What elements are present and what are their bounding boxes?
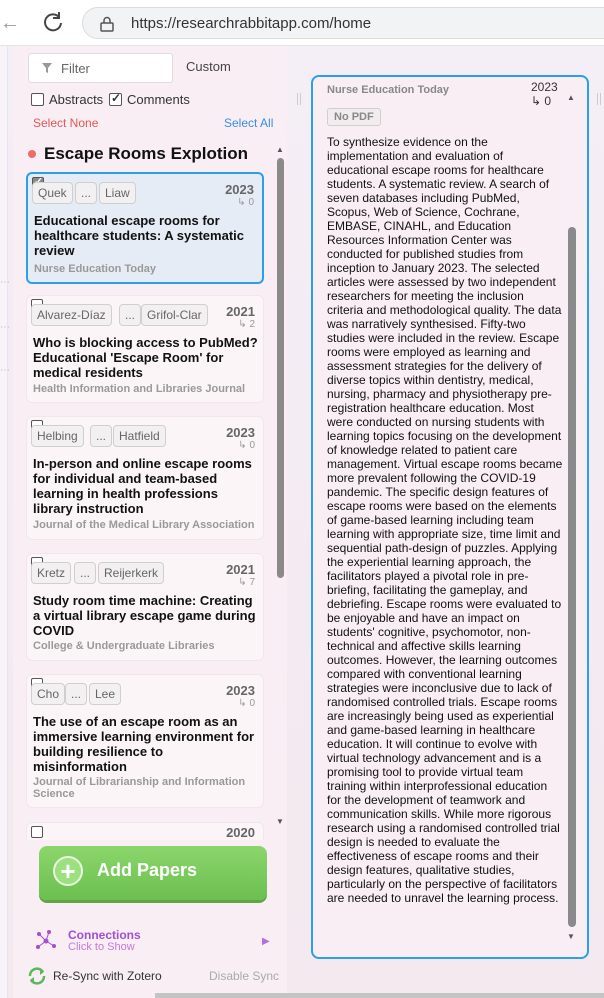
more-dots-icon[interactable]: ⋯ [0,277,10,288]
citation-count: ↳ 0 [237,197,254,208]
author-chip[interactable]: Quek [32,182,73,204]
custom-sort-button[interactable]: Custom [186,59,231,74]
add-papers-button[interactable] [39,846,267,900]
paper-card[interactable] [26,553,264,661]
paper-year: 2023 [225,182,254,197]
author-chip[interactable]: Kretz [31,562,71,584]
filter-input[interactable] [28,53,173,83]
paper-title: Study room time machine: Creating a virtual library escape game during COVID [33,593,256,638]
resync-icon[interactable] [27,967,47,985]
citation-count: ↳ 0 [238,698,255,709]
paper-title: Educational escape rooms for healthcare students: A systematic review [34,213,244,258]
paper-journal: College & Undergraduate Libraries [33,640,215,652]
resync-zotero-button[interactable]: Re-Sync with Zotero [53,969,162,983]
detail-journal: Nurse Education Today [327,84,450,96]
abstracts-checkbox[interactable] [31,93,44,106]
author-chip[interactable]: Grifol-Clar [141,304,208,326]
comments-toggle[interactable] [109,91,190,107]
paper-card[interactable] [26,172,264,284]
paper-journal: Health Information and Libraries Journal [33,383,246,395]
author-chip[interactable]: Liaw [99,182,136,204]
filter-icon [41,62,53,74]
reload-icon[interactable] [42,11,64,33]
paper-title: The use of an escape room as an immersive learning environment for building resilience to misinformation [33,714,255,774]
collection-color-dot [28,150,36,158]
select-none-link[interactable]: Select None [33,116,99,130]
pdf-status-badge: No PDF [327,108,381,126]
more-dots-icon[interactable]: ⋯ [0,322,10,333]
detail-year: 2023 [531,80,558,94]
horizontal-scrollbar[interactable] [155,993,604,998]
paper-checkbox[interactable] [31,826,43,838]
detail-citation-count: ↳ 0 [531,94,552,108]
paper-year: 2021 [226,304,255,319]
address-bar[interactable] [82,7,604,39]
url-text: https://researchrabbitapp.com/home [131,15,372,32]
paper-title: Who is blocking access to PubMed? Educational 'Escape Room' for medical residents [33,335,258,380]
author-chip[interactable]: Helbing [31,425,84,447]
back-arrow-icon[interactable]: ← [0,12,20,34]
comments-checkbox[interactable] [109,93,122,106]
citation-count: ↳ 0 [238,440,255,451]
author-chip[interactable]: Reijerkerk [98,562,164,584]
citation-count: ↳ 7 [238,577,255,588]
chevron-right-icon[interactable]: ▶ [262,936,270,947]
paper-list-panel [13,46,287,998]
detail-scroll-thumb[interactable] [568,227,576,927]
left-edge-strip [0,46,8,998]
scroll-down-arrow-icon[interactable]: ▼ [567,932,575,941]
panel-resize-handle[interactable] [597,93,601,105]
scroll-up-arrow-icon[interactable]: ▲ [567,93,575,102]
author-more-chip[interactable]: ... [65,683,87,705]
author-chip[interactable]: Alvarez-Díaz [31,304,112,326]
lock-icon [100,16,114,32]
filter-placeholder: Filter [61,61,90,76]
collection-title: Escape Rooms Explotion [44,144,249,163]
paper-year: 2023 [226,425,255,440]
connections-title[interactable]: Connections [68,928,141,942]
author-chip[interactable]: Hatfield [113,425,166,447]
paper-card[interactable] [26,416,264,540]
add-icon: + [53,856,83,886]
paper-card[interactable] [26,822,264,840]
scroll-thumb[interactable] [277,158,284,578]
connections-icon[interactable] [34,928,58,952]
author-chip[interactable]: Lee [89,683,121,705]
paper-list [26,172,266,840]
select-all-link[interactable]: Select All [224,116,274,130]
connections-subtitle[interactable]: Click to Show [68,941,135,953]
paper-year: 2020 [226,825,255,840]
panel-resize-handle[interactable] [297,93,301,105]
paper-list-scrollbar[interactable] [276,146,284,826]
abstracts-toggle[interactable] [31,91,103,107]
author-more-chip[interactable]: ... [90,425,112,447]
scroll-down-arrow-icon[interactable]: ▼ [276,817,284,826]
author-more-chip[interactable]: ... [119,304,141,326]
paper-title: In-person and online escape rooms for individual and team-based learning in health professions library instruction [33,456,252,516]
citation-count: ↳ 2 [238,319,255,330]
disable-sync-button[interactable]: Disable Sync [209,969,280,983]
paper-journal: Journal of the Medical Library Association [33,519,255,531]
author-more-chip[interactable]: ... [75,182,97,204]
scroll-up-arrow-icon[interactable]: ▲ [276,145,284,154]
paper-year: 2021 [226,562,255,577]
paper-card[interactable] [26,674,264,808]
paper-detail-panel [311,75,589,959]
browser-toolbar [0,0,604,46]
author-chip[interactable]: Cho [31,683,65,705]
author-more-chip[interactable]: ... [74,562,96,584]
paper-card[interactable] [26,295,264,403]
abstracts-label: Abstracts [49,91,104,107]
more-dots-icon[interactable]: ⋯ [0,365,10,376]
paper-journal: Nurse Education Today [34,263,157,275]
paper-journal: Journal of Librarianship and Information Science [33,776,246,800]
add-papers-label: Add Papers [97,860,198,880]
abstract-text: To synthesize evidence on the implementation and evaluation of educational escape rooms for healthcare students. A systematic review. A search of seven databases including PubMed, Scopus, Web of Science, Cochrane, EMBASE, CINAHL, and Education Resources Information Center was conducted for published studies from inception to January 2023. The selected articles were assessed by two independent researchers for meeting the inclusion criteria and methodological quality. The data was narratively synthesised. Fifty-two studies were included in the review. Escape rooms were employed as learning and assessment strategies for the delivery of diverse topics within dentistry, medical, nursing, pharmacy and physiotherapy pre-registration healthcare education. Most were conducted on nursing students with learning topics focusing on the development of knowledge related to patient care management. Virtual escape rooms became more prevalent following the COVID-19 pandemic. The specific design features of escape rooms were based on the elements of game-based learning including team learning with appropriate size, time limit and sequential path-design of puzzles. Applying the experiential learning approach, the facilitators played a pivotal role in pre-briefing, facilitating the gameplay, and debriefing. Escape rooms were evaluated to be enjoyable and have an impact on students' cognitive, psychomotor, non-technical and affective skills learning outcomes. However, the learning outcomes compared with conventional learning strategies were inconclusive due to lack of randomised controlled trials. Escape rooms are increasingly being used as experiential and game-based learning in healthcare education. It will continue to evolve with virtual technology advancement and is a promising tool to provide virtual team training within interprofessional education for the development of teamwork and communication skills. While more rigorous research using a randomised controlled trial design is needed to evaluate the effectiveness of escape rooms and their design features, qualitative studies, particularly on the perspective of facilitators are needed to unravel the learning process. [327,135,563,905]
comments-label: Comments [127,91,190,107]
paper-year: 2023 [226,683,255,698]
